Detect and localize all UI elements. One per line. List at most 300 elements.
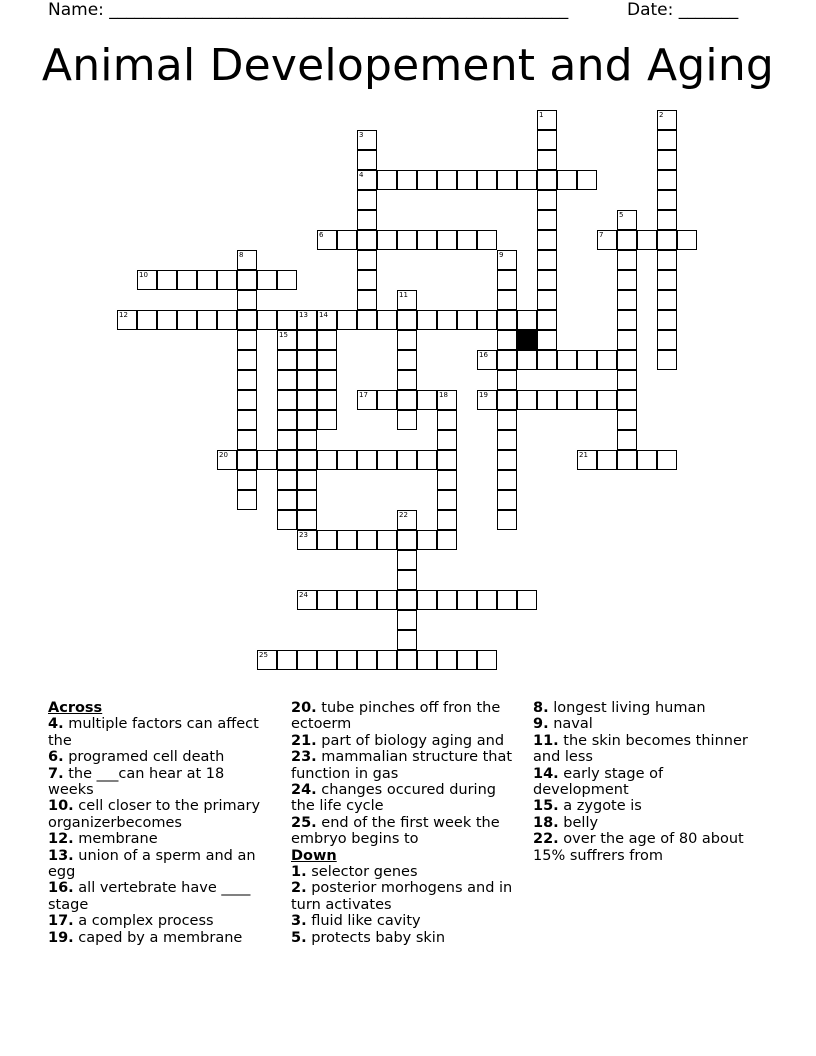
clue-number: 4 xyxy=(359,171,364,179)
grid-cell[interactable] xyxy=(357,130,377,150)
grid-cell[interactable] xyxy=(197,270,217,290)
grid-cell[interactable] xyxy=(617,210,637,230)
grid-cell[interactable] xyxy=(297,590,317,610)
grid-cell[interactable] xyxy=(377,530,397,550)
clue-number: 18 xyxy=(439,391,448,399)
clue-item-number: 11. xyxy=(533,732,559,749)
grid-cell[interactable] xyxy=(297,430,317,450)
grid-cell[interactable] xyxy=(297,470,317,490)
grid-cell[interactable] xyxy=(657,210,677,230)
grid-cell[interactable] xyxy=(477,650,497,670)
grid-cell[interactable] xyxy=(337,450,357,470)
grid-cell[interactable] xyxy=(657,270,677,290)
grid-cell[interactable] xyxy=(557,350,577,370)
grid-cell[interactable] xyxy=(317,350,337,370)
grid-cell[interactable] xyxy=(497,310,517,330)
grid-cell[interactable] xyxy=(457,310,477,330)
grid-cell[interactable] xyxy=(617,250,637,270)
grid-cell[interactable] xyxy=(417,230,437,250)
grid-cell[interactable] xyxy=(417,310,437,330)
clue-item-number: 1. xyxy=(291,864,307,881)
across-clue-list-continued xyxy=(291,700,521,848)
grid-cell[interactable] xyxy=(497,450,517,470)
grid-cell[interactable] xyxy=(277,390,297,410)
grid-cell[interactable] xyxy=(497,490,517,510)
grid-cell[interactable] xyxy=(257,650,277,670)
clue-item xyxy=(48,798,273,831)
clue-item-number: 9. xyxy=(533,716,549,733)
clue-item xyxy=(291,864,521,880)
grid-cell[interactable] xyxy=(317,310,337,330)
grid-cell[interactable] xyxy=(357,170,377,190)
grid-cell[interactable] xyxy=(277,270,297,290)
grid-cell[interactable] xyxy=(617,310,637,330)
grid-cell[interactable] xyxy=(317,370,337,390)
grid-cell[interactable] xyxy=(617,350,637,370)
grid-cell[interactable] xyxy=(497,170,517,190)
clue-number: 7 xyxy=(599,231,604,239)
grid-cell[interactable] xyxy=(657,290,677,310)
grid-cell[interactable] xyxy=(397,390,417,410)
grid-cell[interactable] xyxy=(497,370,517,390)
grid-cell[interactable] xyxy=(357,230,377,250)
grid-cell[interactable] xyxy=(417,390,437,410)
clues-column-1 xyxy=(48,700,273,946)
across-clue-list xyxy=(48,716,273,946)
grid-cell[interactable] xyxy=(397,290,417,310)
grid-cell[interactable] xyxy=(357,650,377,670)
clue-number: 25 xyxy=(259,651,268,659)
clue-item xyxy=(291,913,521,929)
grid-cell[interactable] xyxy=(477,590,497,610)
grid-cell[interactable] xyxy=(437,650,457,670)
grid-cell[interactable] xyxy=(617,370,637,390)
clue-number: 23 xyxy=(299,531,308,539)
grid-cell[interactable] xyxy=(277,350,297,370)
clue-item-number: 12. xyxy=(48,831,74,848)
grid-cell[interactable] xyxy=(397,350,417,370)
grid-cell[interactable] xyxy=(637,450,657,470)
grid-cell[interactable] xyxy=(437,590,457,610)
grid-cell[interactable] xyxy=(237,250,257,270)
grid-cell[interactable] xyxy=(417,590,437,610)
grid-cell[interactable] xyxy=(357,310,377,330)
grid-cell[interactable] xyxy=(457,650,477,670)
clue-number: 2 xyxy=(659,111,664,119)
grid-cell[interactable] xyxy=(177,310,197,330)
grid-cell[interactable] xyxy=(417,450,437,470)
grid-cell[interactable] xyxy=(597,390,617,410)
clue-item-text: tube pinches off fron the ectoerm xyxy=(291,700,501,733)
grid-cell[interactable] xyxy=(457,230,477,250)
grid-cell[interactable] xyxy=(237,430,257,450)
grid-cell[interactable] xyxy=(357,150,377,170)
grid-cell[interactable] xyxy=(157,270,177,290)
clue-number: 24 xyxy=(299,591,308,599)
clue-item-number: 7. xyxy=(48,765,64,782)
grid-cell[interactable] xyxy=(237,330,257,350)
grid-cell[interactable] xyxy=(617,230,637,250)
grid-cell[interactable] xyxy=(497,510,517,530)
grid-cell[interactable] xyxy=(437,510,457,530)
grid-cell[interactable] xyxy=(317,230,337,250)
grid-cell[interactable] xyxy=(337,310,357,330)
grid-cell[interactable] xyxy=(477,310,497,330)
clue-item xyxy=(48,930,273,946)
down-heading: Down xyxy=(291,847,337,864)
grid-cell[interactable] xyxy=(357,450,377,470)
grid-cell[interactable] xyxy=(337,590,357,610)
clue-number: 14 xyxy=(319,311,328,319)
grid-cell[interactable] xyxy=(297,450,317,470)
grid-cell[interactable] xyxy=(437,310,457,330)
grid-cell[interactable] xyxy=(277,310,297,330)
grid-cell[interactable] xyxy=(297,350,317,370)
grid-cell[interactable] xyxy=(397,410,417,430)
clue-item-text: programed cell death xyxy=(68,749,225,766)
grid-cell[interactable] xyxy=(537,170,557,190)
grid-cell[interactable] xyxy=(577,350,597,370)
grid-cell[interactable] xyxy=(157,310,177,330)
grid-cell[interactable] xyxy=(517,350,537,370)
clue-number: 3 xyxy=(359,131,364,139)
grid-cell[interactable] xyxy=(277,370,297,390)
grid-cell[interactable] xyxy=(657,150,677,170)
grid-cell[interactable] xyxy=(297,370,317,390)
grid-cell[interactable] xyxy=(397,370,417,390)
grid-cell[interactable] xyxy=(537,390,557,410)
clue-item-text: union of a sperm and an egg xyxy=(48,847,256,881)
grid-cell[interactable] xyxy=(657,330,677,350)
clue-item-text: membrane xyxy=(78,831,158,848)
clue-item-number: 20. xyxy=(291,700,317,716)
grid-cell[interactable] xyxy=(377,390,397,410)
grid-cell[interactable] xyxy=(497,390,517,410)
grid-cell[interactable] xyxy=(297,490,317,510)
grid-cell[interactable] xyxy=(397,230,417,250)
clue-number: 11 xyxy=(399,291,408,299)
grid-cell[interactable] xyxy=(177,270,197,290)
clue-item-number: 14. xyxy=(533,765,559,782)
grid-cell[interactable] xyxy=(317,450,337,470)
clue-item-number: 25. xyxy=(291,814,317,831)
grid-cell[interactable] xyxy=(197,310,217,330)
grid-cell[interactable] xyxy=(317,390,337,410)
clue-number: 8 xyxy=(239,251,244,259)
grid-cell[interactable] xyxy=(277,430,297,450)
grid-cell[interactable] xyxy=(137,270,157,290)
grid-cell[interactable] xyxy=(397,330,417,350)
grid-cell[interactable] xyxy=(397,170,417,190)
grid-cell[interactable] xyxy=(217,310,237,330)
grid-cell[interactable] xyxy=(237,310,257,330)
grid-cell[interactable] xyxy=(397,570,417,590)
clue-item xyxy=(291,815,521,848)
grid-cell[interactable] xyxy=(437,390,457,410)
clue-item-number: 2. xyxy=(291,880,307,897)
grid-cell[interactable] xyxy=(537,250,557,270)
grid-cell[interactable] xyxy=(377,230,397,250)
grid-cell[interactable] xyxy=(497,590,517,610)
grid-cell[interactable] xyxy=(657,190,677,210)
grid-cell[interactable] xyxy=(397,310,417,330)
grid-cell[interactable] xyxy=(537,130,557,150)
grid-cell[interactable] xyxy=(397,650,417,670)
clue-item-number: 8. xyxy=(533,700,549,716)
grid-cell[interactable] xyxy=(337,530,357,550)
clue-number: 19 xyxy=(479,391,488,399)
clue-item-text: protects baby skin xyxy=(311,929,446,946)
grid-cell[interactable] xyxy=(377,310,397,330)
grid-cell[interactable] xyxy=(657,250,677,270)
grid-cell[interactable] xyxy=(617,330,637,350)
grid-cell[interactable] xyxy=(337,230,357,250)
clue-item xyxy=(48,880,273,913)
grid-cell[interactable] xyxy=(637,230,657,250)
grid-cell[interactable] xyxy=(657,450,677,470)
grid-cell[interactable] xyxy=(277,450,297,470)
clue-item-text: multiple factors can affect the xyxy=(48,716,259,749)
grid-cell[interactable] xyxy=(477,350,497,370)
grid-cell[interactable] xyxy=(417,530,437,550)
clues-column-3 xyxy=(533,700,763,864)
grid-cell[interactable] xyxy=(517,310,537,330)
grid-cell[interactable] xyxy=(657,230,677,250)
grid-cell[interactable] xyxy=(237,490,257,510)
grid-cell[interactable] xyxy=(497,290,517,310)
grid-cell[interactable] xyxy=(397,450,417,470)
grid-cell[interactable] xyxy=(117,310,137,330)
clue-item-text: naval xyxy=(553,716,593,733)
date-line: Date: _______ xyxy=(627,0,739,20)
clue-item-text: a complex process xyxy=(78,913,214,930)
grid-cell[interactable] xyxy=(437,450,457,470)
name-line: Name: ______________________________________________________ xyxy=(48,0,569,20)
grid-cell[interactable] xyxy=(537,190,557,210)
clue-item xyxy=(48,913,273,929)
grid-cell[interactable] xyxy=(497,250,517,270)
grid-cell[interactable] xyxy=(357,190,377,210)
grid-cell[interactable] xyxy=(357,590,377,610)
grid-cell[interactable] xyxy=(137,310,157,330)
clue-item xyxy=(291,880,521,913)
clue-item-number: 4. xyxy=(48,716,64,733)
clue-item-text: end of the first week the embryo begins to xyxy=(291,814,500,848)
grid-cell[interactable] xyxy=(537,350,557,370)
grid-cell[interactable] xyxy=(537,110,557,130)
clue-item xyxy=(533,798,763,814)
grid-cell[interactable] xyxy=(537,150,557,170)
grid-cell[interactable] xyxy=(577,450,597,470)
grid-cell[interactable] xyxy=(237,270,257,290)
grid-cell[interactable] xyxy=(557,390,577,410)
grid-cell[interactable] xyxy=(297,330,317,350)
grid-cell[interactable] xyxy=(477,170,497,190)
grid-cell[interactable] xyxy=(357,270,377,290)
grid-cell[interactable] xyxy=(497,470,517,490)
grid-cell[interactable] xyxy=(377,590,397,610)
clue-item-number: 22. xyxy=(533,831,559,848)
grid-cell[interactable] xyxy=(297,310,317,330)
grid-cell[interactable] xyxy=(237,390,257,410)
grid-cell[interactable] xyxy=(217,450,237,470)
grid-cell[interactable] xyxy=(357,390,377,410)
clue-number: 22 xyxy=(399,511,408,519)
grid-cell[interactable] xyxy=(657,310,677,330)
grid-cell[interactable] xyxy=(397,510,417,530)
clue-number: 6 xyxy=(319,231,324,239)
grid-cell[interactable] xyxy=(617,410,637,430)
grid-cell[interactable] xyxy=(537,210,557,230)
grid-cell[interactable] xyxy=(277,470,297,490)
grid-cell[interactable] xyxy=(437,470,457,490)
grid-cell[interactable] xyxy=(557,170,577,190)
grid-cell[interactable] xyxy=(497,430,517,450)
grid-cell[interactable] xyxy=(397,610,417,630)
grid-cell[interactable] xyxy=(237,350,257,370)
grid-cell[interactable] xyxy=(657,130,677,150)
grid-cell[interactable] xyxy=(397,630,417,650)
grid-cell[interactable] xyxy=(417,650,437,670)
grid-cell[interactable] xyxy=(457,590,477,610)
grid-cell[interactable] xyxy=(317,650,337,670)
grid-cell[interactable] xyxy=(537,290,557,310)
grid-cell[interactable] xyxy=(577,170,597,190)
grid-cell[interactable] xyxy=(257,450,277,470)
grid-cell[interactable] xyxy=(657,170,677,190)
grid-cell[interactable] xyxy=(517,170,537,190)
clue-item xyxy=(533,766,763,799)
grid-cell[interactable] xyxy=(297,410,317,430)
grid-cell[interactable] xyxy=(497,410,517,430)
grid-cell[interactable] xyxy=(537,230,557,250)
grid-cell[interactable] xyxy=(297,530,317,550)
clue-number: 13 xyxy=(299,311,308,319)
down-clue-list xyxy=(291,864,521,946)
grid-cell[interactable] xyxy=(657,350,677,370)
grid-cell[interactable] xyxy=(237,450,257,470)
grid-cell[interactable] xyxy=(497,350,517,370)
grid-cell[interactable] xyxy=(277,410,297,430)
grid-cell[interactable] xyxy=(377,650,397,670)
clue-item xyxy=(48,766,273,799)
grid-cell[interactable] xyxy=(437,490,457,510)
clue-item-text: a zygote is xyxy=(563,798,642,815)
clue-item xyxy=(291,782,521,815)
grid-cell[interactable] xyxy=(237,410,257,430)
grid-cell[interactable] xyxy=(237,290,257,310)
grid-cell[interactable] xyxy=(277,490,297,510)
clue-item-text: all vertebrate have ____ stage xyxy=(48,880,251,913)
clue-item xyxy=(48,831,273,847)
grid-cell[interactable] xyxy=(277,650,297,670)
grid-cell[interactable] xyxy=(237,370,257,390)
grid-cell[interactable] xyxy=(237,470,257,490)
grid-cell[interactable] xyxy=(257,310,277,330)
grid-cell[interactable] xyxy=(297,390,317,410)
clue-item-text: longest living human xyxy=(553,700,706,716)
grid-cell[interactable] xyxy=(437,230,457,250)
grid-cell[interactable] xyxy=(357,250,377,270)
clue-number: 16 xyxy=(479,351,488,359)
grid-cell[interactable] xyxy=(377,450,397,470)
grid-cell[interactable] xyxy=(597,450,617,470)
grid-cell[interactable] xyxy=(317,330,337,350)
grid-cell[interactable] xyxy=(277,330,297,350)
clue-item xyxy=(291,733,521,749)
clue-number: 12 xyxy=(119,311,128,319)
grid-cell[interactable] xyxy=(277,510,297,530)
grid-cell[interactable] xyxy=(677,230,697,250)
grid-cell[interactable] xyxy=(317,410,337,430)
grid-cell[interactable] xyxy=(477,230,497,250)
grid-cell[interactable] xyxy=(437,430,457,450)
grid-cell[interactable] xyxy=(617,270,637,290)
grid-cell[interactable] xyxy=(297,510,317,530)
grid-cell[interactable] xyxy=(437,410,457,430)
clues-column-2 xyxy=(291,700,521,946)
grid-cell[interactable] xyxy=(537,330,557,350)
grid-cell[interactable] xyxy=(597,350,617,370)
grid-cell[interactable] xyxy=(597,230,617,250)
grid-cell[interactable] xyxy=(577,390,597,410)
grid-cell[interactable] xyxy=(377,170,397,190)
clue-item-number: 21. xyxy=(291,732,317,749)
grid-cell[interactable] xyxy=(217,270,237,290)
grid-cell[interactable] xyxy=(617,450,637,470)
clue-item-text: selector genes xyxy=(311,864,418,881)
grid-cell[interactable] xyxy=(357,210,377,230)
grid-cell[interactable] xyxy=(317,590,337,610)
grid-cell[interactable] xyxy=(497,270,517,290)
grid-cell[interactable] xyxy=(297,650,317,670)
clue-number: 10 xyxy=(139,271,148,279)
grid-cell[interactable] xyxy=(397,550,417,570)
clue-item-text: belly xyxy=(563,814,599,831)
grid-cell[interactable] xyxy=(617,390,637,410)
clue-item-number: 19. xyxy=(48,929,74,946)
clue-item-number: 13. xyxy=(48,847,74,864)
clue-number: 21 xyxy=(579,451,588,459)
grid-cell[interactable] xyxy=(497,330,517,350)
clue-number: 9 xyxy=(499,251,504,259)
grid-cell[interactable] xyxy=(537,270,557,290)
clue-item xyxy=(291,749,521,782)
grid-cell[interactable] xyxy=(617,430,637,450)
clue-item-number: 10. xyxy=(48,798,74,815)
grid-cell[interactable] xyxy=(517,590,537,610)
clue-item xyxy=(533,700,763,716)
grid-cell[interactable] xyxy=(317,530,337,550)
grid-cell[interactable] xyxy=(657,110,677,130)
grid-cell[interactable] xyxy=(397,590,417,610)
grid-cell[interactable] xyxy=(457,170,477,190)
clue-item xyxy=(48,716,273,749)
grid-cell[interactable] xyxy=(257,270,277,290)
grid-cell[interactable] xyxy=(537,310,557,330)
grid-cell[interactable] xyxy=(517,390,537,410)
grid-cell[interactable] xyxy=(437,530,457,550)
grid-cell[interactable] xyxy=(617,290,637,310)
grid-cell[interactable] xyxy=(337,650,357,670)
grid-cell[interactable] xyxy=(477,390,497,410)
grid-cell[interactable] xyxy=(417,170,437,190)
grid-cell[interactable] xyxy=(397,530,417,550)
grid-cell[interactable] xyxy=(437,170,457,190)
clue-item-text: fluid like cavity xyxy=(311,913,421,930)
grid-cell[interactable] xyxy=(357,290,377,310)
grid-cell[interactable] xyxy=(357,530,377,550)
